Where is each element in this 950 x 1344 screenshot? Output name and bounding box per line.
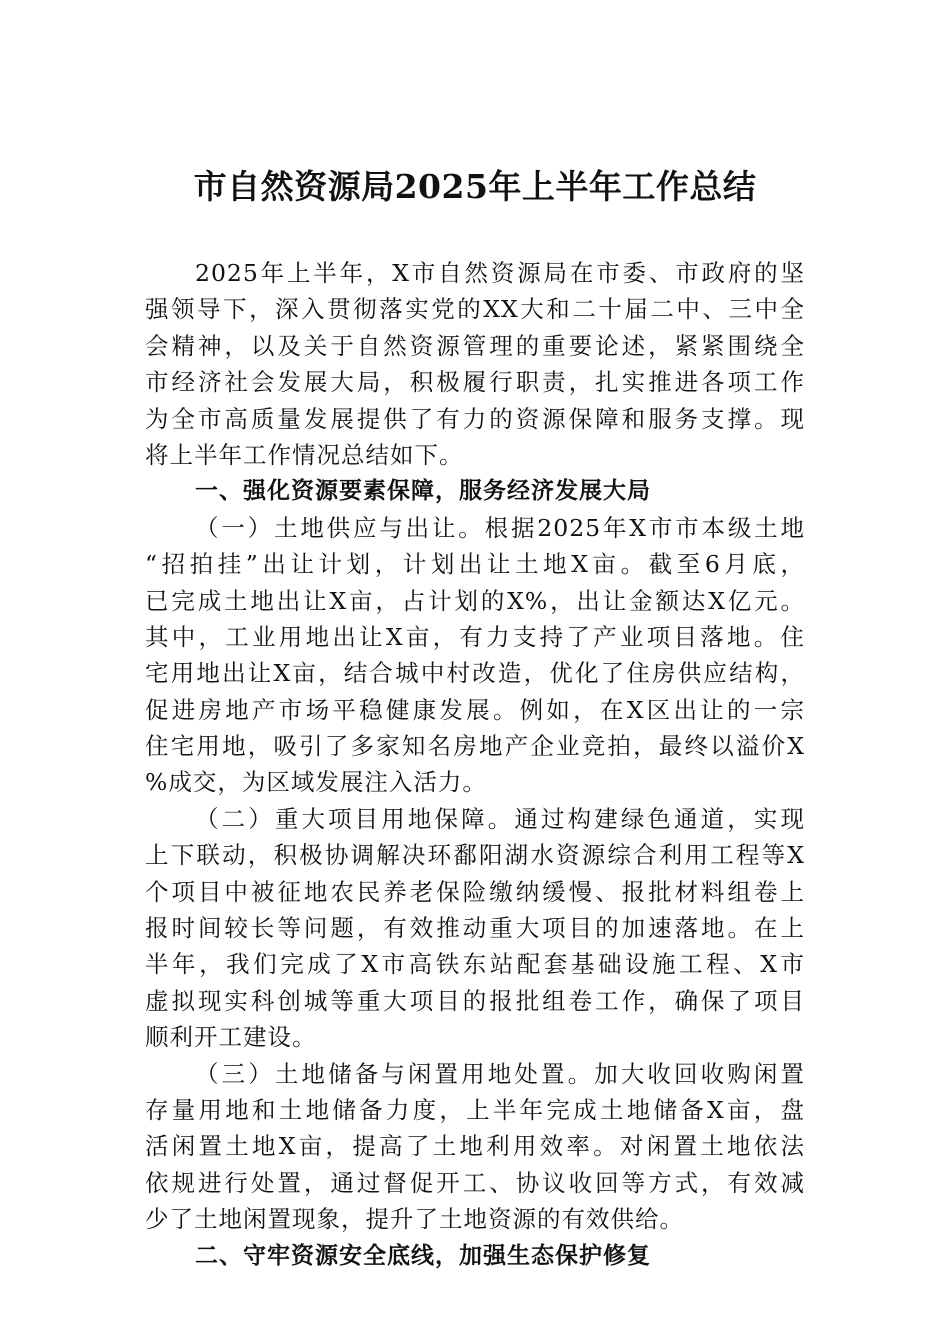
paragraph-line: 报时间较长等问题，有效推动重大项目的加速落地。在上 — [145, 914, 805, 943]
paragraph-line: 促进房地产市场平稳健康发展。例如，在X区出让的一宗 — [145, 695, 805, 724]
document-title: 市自然资源局2025年上半年工作总结 — [193, 167, 757, 206]
section-heading: 二、守牢资源安全底线，加强生态保护修复 — [195, 1242, 651, 1269]
paragraph-line: 存量用地和土地储备力度，上半年完成土地储备X亩，盘 — [145, 1095, 805, 1124]
document-body — [145, 255, 805, 1274]
paragraph-line: 半年，我们完成了X市高铁东站配套基础设施工程、X市 — [145, 950, 805, 979]
paragraph-line: 已完成土地出让X亩，占计划的X%，出让金额达X亿元。 — [145, 586, 805, 615]
paragraph-line: 市经济社会发展大局，积极履行职责，扎实推进各项工作 — [145, 368, 805, 397]
paragraph-line: 上下联动，积极协调解决环鄱阳湖水资源综合利用工程等X — [145, 841, 805, 870]
paragraph-line: （一）土地供应与出让。根据2025年X市市本级土地 — [195, 513, 805, 542]
paragraph-line: 住宅用地，吸引了多家知名房地产企业竞拍，最终以溢价X — [145, 732, 805, 761]
paragraph-line: 其中，工业用地出让X亩，有力支持了产业项目落地。住 — [145, 622, 805, 651]
paragraph-line: 少了土地闲置现象，提升了土地资源的有效供给。 — [145, 1205, 684, 1234]
paragraph-line: （三）土地储备与闲置用地处置。加大收回收购闲置 — [195, 1059, 805, 1088]
paragraph-line: 活闲置土地X亩，提高了土地利用效率。对闲置土地依法 — [145, 1132, 805, 1161]
paragraph-line: 为全市高质量发展提供了有力的资源保障和服务支撑。现 — [145, 404, 805, 433]
section-heading: 一、强化资源要素保障，服务经济发展大局 — [195, 478, 651, 505]
paragraph-line: %成交，为区域发展注入活力。 — [145, 768, 487, 797]
paragraph-line: （二）重大项目用地保障。通过构建绿色通道，实现 — [195, 804, 805, 833]
paragraph-line: 依规进行处置，通过督促开工、协议收回等方式，有效减 — [145, 1168, 805, 1197]
paragraph-line: 2025年上半年，X市自然资源局在市委、市政府的坚 — [195, 259, 805, 287]
paragraph-line: 宅用地出让X亩，结合城中村改造，优化了住房供应结构， — [145, 659, 805, 688]
paragraph-line: 虚拟现实科创城等重大项目的报批组卷工作，确保了项目 — [145, 986, 805, 1015]
paragraph-line: 个项目中被征地农民养老保险缴纳缓慢、报批材料组卷上 — [145, 877, 805, 906]
paragraph-line: 将上半年工作情况总结如下。 — [145, 440, 464, 469]
paragraph-line: “招拍挂”出让计划，计划出让土地X亩。截至6月底， — [145, 550, 805, 579]
paragraph-line: 会精神，以及关于自然资源管理的重要论述，紧紧围绕全 — [145, 331, 805, 360]
paragraph-line: 顺利开工建设。 — [145, 1023, 317, 1052]
paragraph-line: 强领导下，深入贯彻落实党的XX大和二十届二中、三中全 — [145, 295, 805, 324]
